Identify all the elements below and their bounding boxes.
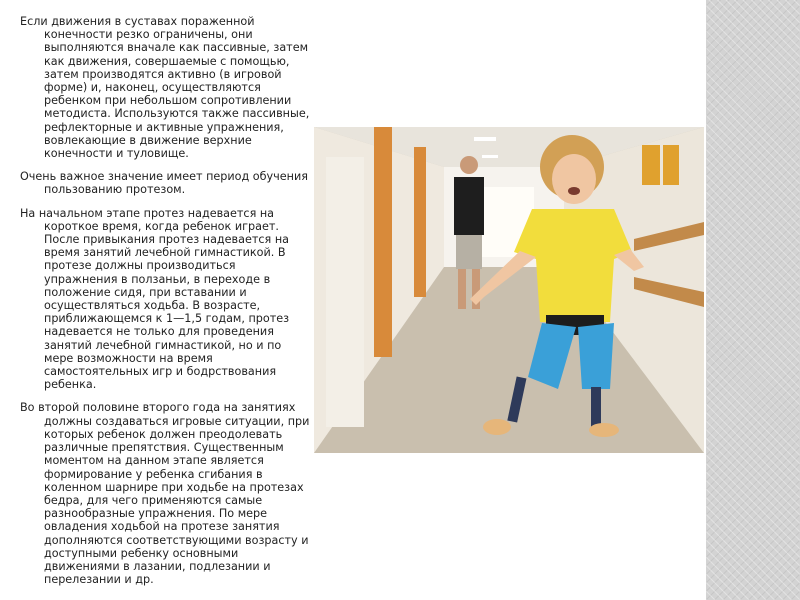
paragraph: На начальном этапе протез надевается на короткое время, когда ребенок играет. После привыкания протез надевается на время занятий лечебной гимнастикой. В протезе должны производиться упражнения в ползаньи, в переходе в положение сидя, при вставании и осуществляться ходьба. В возрасте, приближающемся к 1—1,5 годам, протез надевается не только для проведения занятий лечебной гимнастикой, но и по мере возможности на время самостоятельных игр и бодрствования ребенка. — [20, 206, 290, 392]
photo-child-with-prostheses — [314, 127, 704, 453]
decorative-side-stripe — [706, 0, 800, 600]
paragraph: Во второй половине второго года на занятиях должны создаваться игровые ситуации, при которых ребенок должен преодолевать различные препятствия. Существенным моментом на данном этапе является формирование у ребенка сгибания в коленном шарнире при ходьбе на протезах бедра, для чего применяются самые разнообразные упражнения. По мере овладения ходьбой на протезе занятия дополняются соответствующими возрасту и доступными ребенку основными движениями в лазании, подлезании и перелезании и др. — [20, 401, 310, 587]
paragraph: Очень важное значение имеет период обучения пользованию протезом. — [20, 170, 308, 197]
paragraph: Если движения в суставах пораженной конечности резко ограничены, они выполняются вначале как пассивные, затем как движения, совершаемые с помощью, затем производятся активно (в игровой форме) и, наконец, осуществляются ребенком при небольшом сопротивлении методиста. Используются также пассивные, рефлекторные и активные упражнения, вовлекающие в движение верхние конечности и туловище. — [20, 15, 310, 161]
text-column — [20, 15, 312, 596]
